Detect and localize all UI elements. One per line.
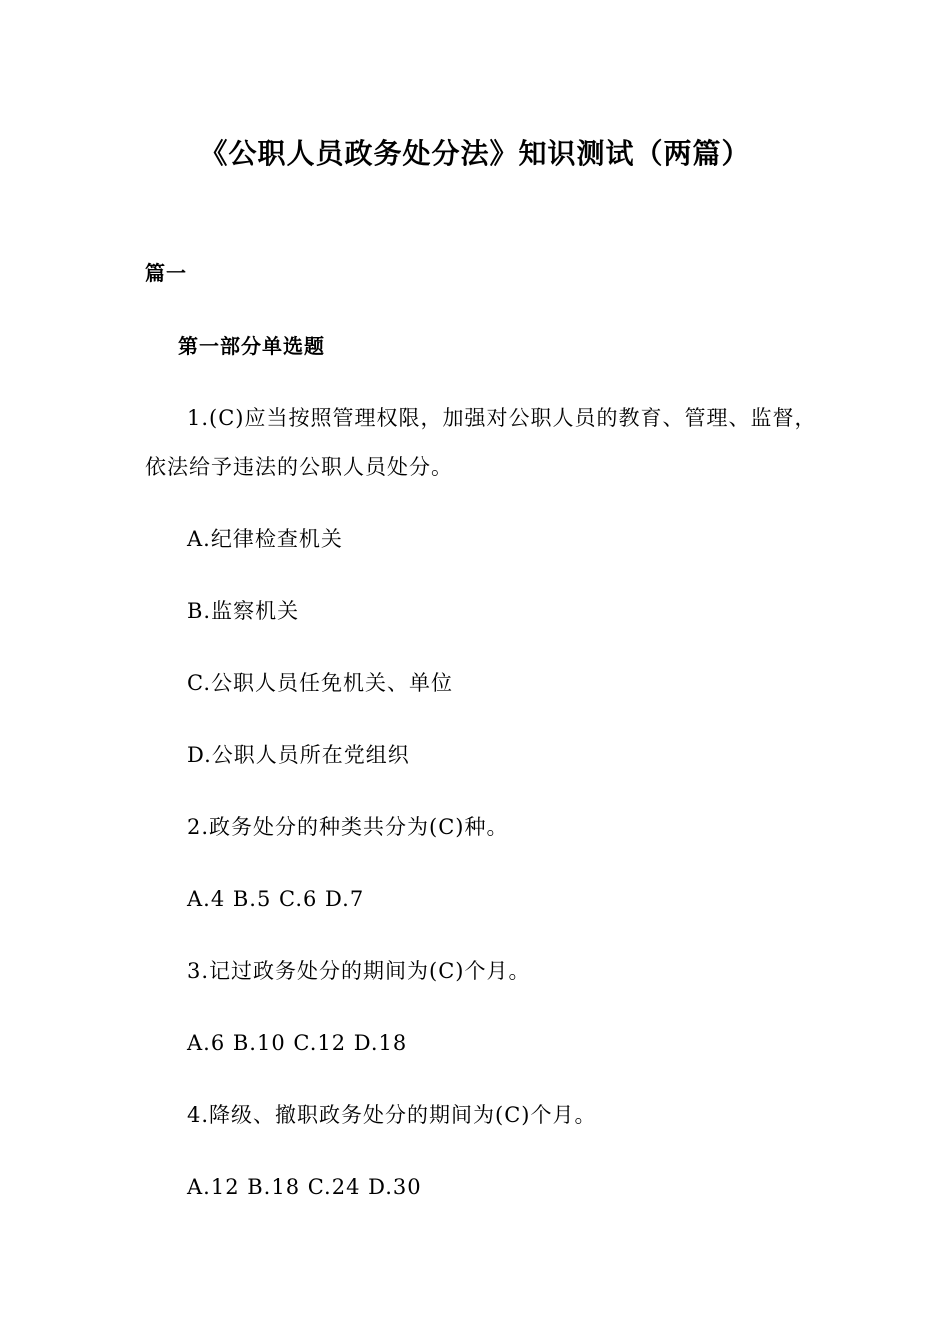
question-1-option-c: C.公职人员任免机关、单位	[187, 671, 453, 695]
question-1-option-d: D.公职人员所在党组织	[187, 743, 410, 767]
question-4-stem: 4.降级、撤职政务处分的期间为(C)个月。	[187, 1103, 597, 1127]
question-1-stem-line1: 1.(C)应当按照管理权限，加强对公职人员的教育、管理、监督，	[187, 406, 817, 430]
question-2-stem: 2.政务处分的种类共分为(C)种。	[187, 815, 509, 839]
document-title: 《公职人员政务处分法》知识测试（两篇）	[199, 137, 751, 170]
question-3-stem: 3.记过政务处分的期间为(C)个月。	[187, 959, 531, 983]
question-4-options: A.12 B.18 C.24 D.30	[187, 1175, 422, 1199]
question-3-options: A.6 B.10 C.12 D.18	[187, 1031, 408, 1055]
question-1-stem-line2: 依法给予违法的公职人员处分。	[145, 455, 453, 479]
chapter-heading: 篇一	[145, 261, 187, 285]
question-1-option-a: A.纪律检查机关	[187, 527, 343, 551]
section-heading: 第一部分单选题	[178, 334, 325, 358]
question-2-options: A.4 B.5 C.6 D.7	[187, 887, 365, 911]
question-1-option-b: B.监察机关	[187, 599, 300, 623]
